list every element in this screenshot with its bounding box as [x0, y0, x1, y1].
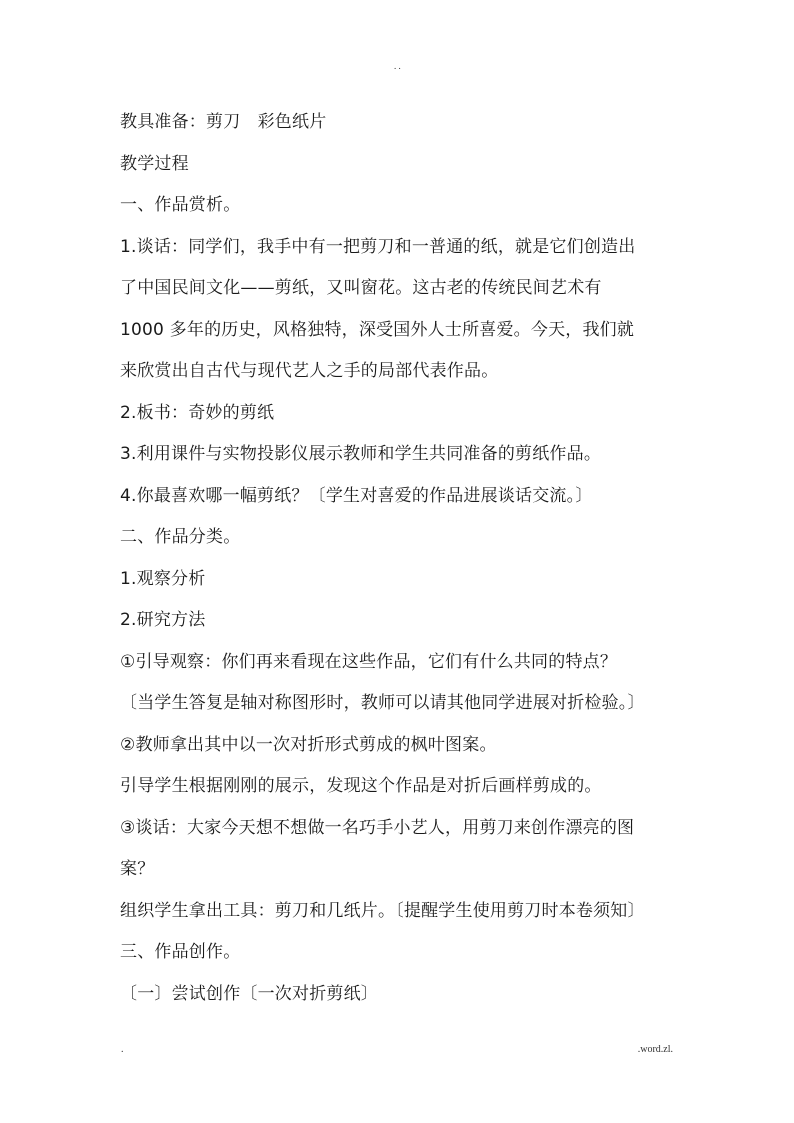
text-line: 教学过程 [120, 153, 189, 174]
text-line: 二、作品分类。 [120, 527, 241, 547]
text-line: 三、作品创作。 [120, 942, 241, 962]
text-line: 1.观察分析 [120, 568, 206, 589]
text-line: 2.板书：奇妙的剪纸 [120, 402, 275, 423]
footer-right-mark: .word.zl. [637, 1044, 673, 1055]
text-line: 1000 多年的历史，风格独特，深受国外人士所喜爱。今天，我们就 [120, 319, 635, 340]
text-line: ①引导观察：你们再来看现在这些作品，它们有什么共同的特点？ [120, 651, 618, 672]
text-line: 2.研究方法 [120, 610, 206, 630]
text-line: 4.你最喜欢哪一幅剪纸？〔学生对喜爱的作品进展谈话交流。〕 [120, 485, 593, 506]
text-line: 3.利用课件与实物投影仪展示教师和学生共同准备的剪纸作品。 [120, 444, 602, 464]
text-line: 一、作品赏析。 [120, 195, 241, 215]
footer-left-mark: . [121, 1044, 124, 1055]
text-line: ②教师拿出其中以一次对折形式剪成的枫叶图案。 [120, 734, 497, 755]
text-line: 了中国民间文化——剪纸，又叫窗花。这古老的传统民间艺术有 [120, 278, 602, 298]
text-line: ③谈话：大家今天想不想做一名巧手小艺人，用剪刀来创作漂亮的图 [120, 817, 635, 838]
text-line: 1.谈话：同学们，我手中有一把剪刀和一普通的纸，就是它们创造出 [120, 236, 636, 257]
text-line: 〔当学生答复是轴对称图形时，教师可以请其他同学进展对折检验。〕 [120, 693, 645, 713]
text-line: 组织学生拿出工具：剪刀和几纸片。〔提醒学生使用剪刀时本卷须知〕 [120, 900, 645, 921]
header-mark: . . [394, 61, 401, 71]
text-line: 案？ [120, 859, 155, 879]
text-line: 引导学生根据刚刚的展示，发现这个作品是对折后画样剪成的。 [120, 776, 602, 796]
text-line: 〔一〕尝试创作〔一次对折剪纸〕 [120, 983, 378, 1004]
document-body [120, 102, 680, 1015]
text-line: 来欣赏出自古代与现代艺人之手的局部代表作品。 [120, 361, 499, 381]
text-line: 教具准备：剪刀 彩色纸片 [120, 112, 327, 132]
